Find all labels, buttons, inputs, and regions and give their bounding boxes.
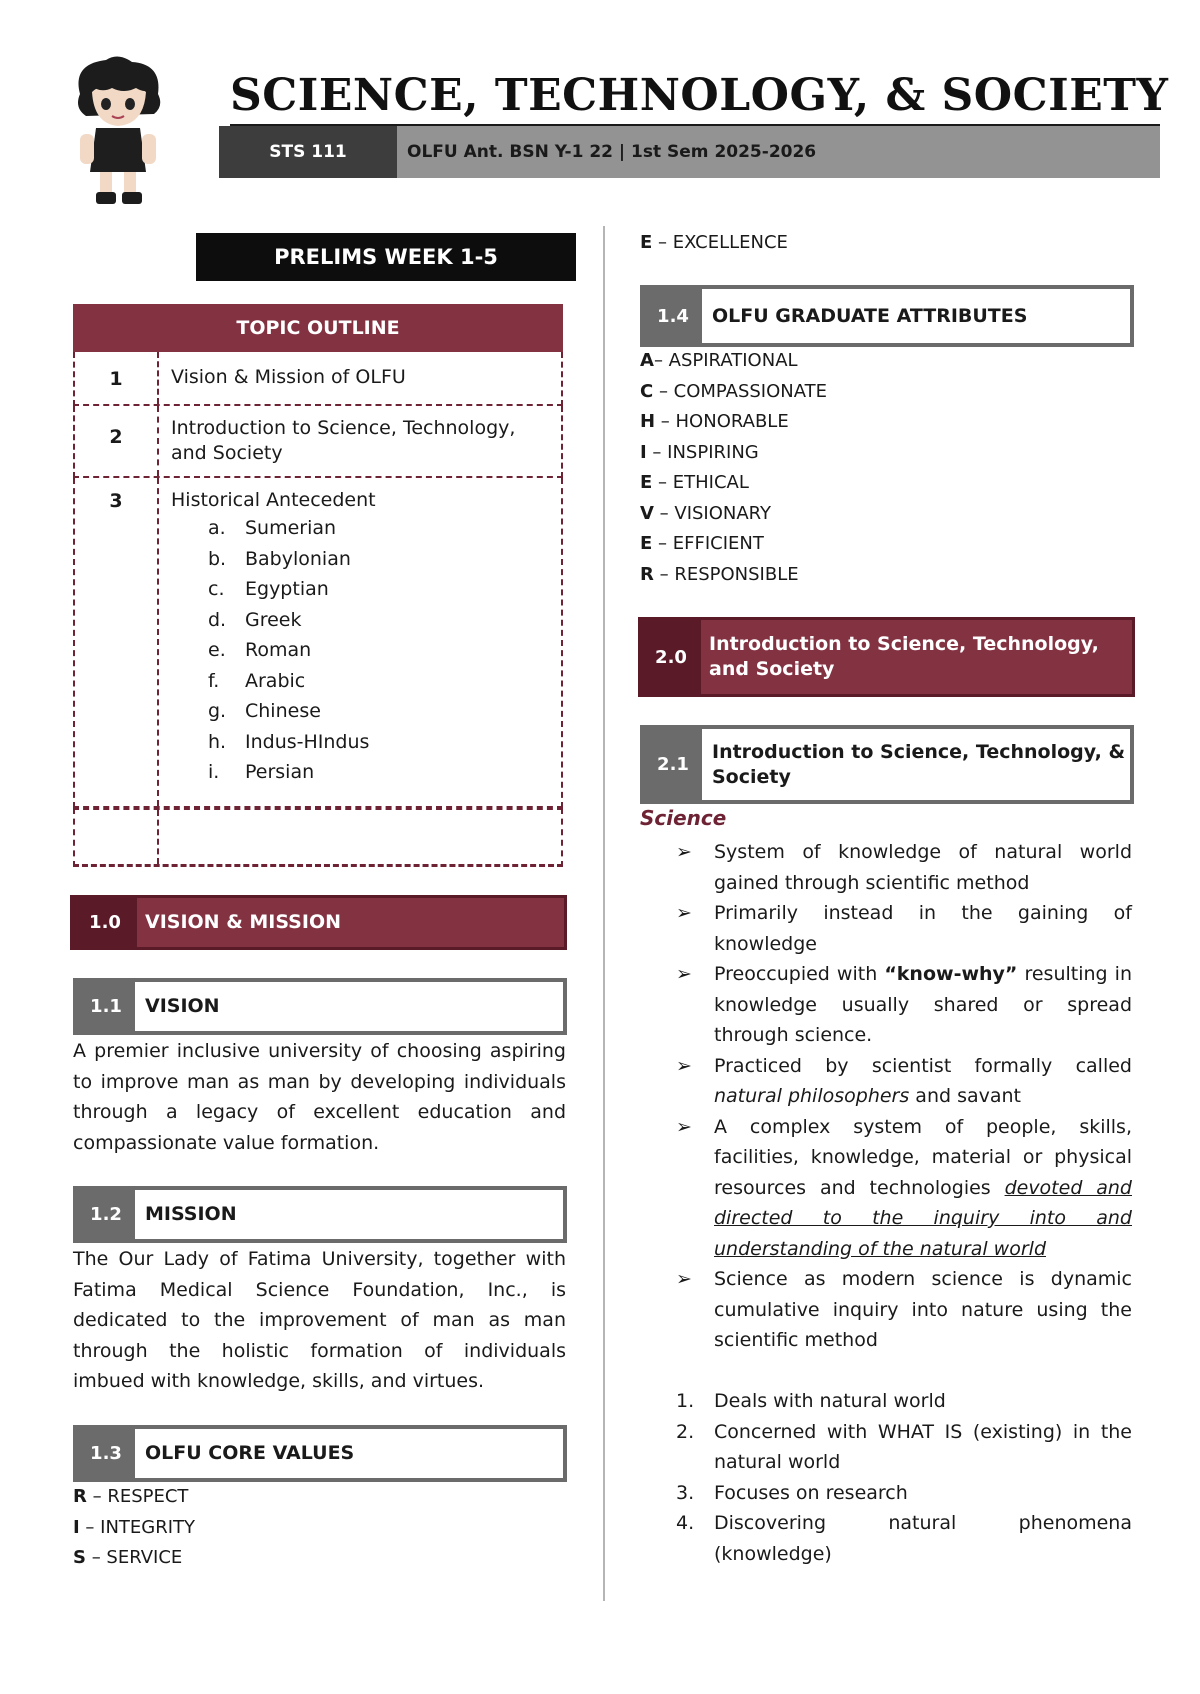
list-item: c. Egyptian — [208, 578, 329, 600]
section-label: Introduction to Science, Technology, and Society — [709, 633, 1099, 680]
vision-text: A premier inclusive university of choosing aspiring to improve man as man by developing individuals through a legacy of excellent education and compassionate value formation. — [73, 1040, 566, 1154]
list-item: f. Arabic — [208, 669, 306, 692]
list-item: d. Greek — [208, 608, 302, 631]
arrow-bullet-icon: ➢ — [676, 902, 692, 924]
section-number: 1.2 — [77, 1190, 135, 1239]
outline-row — [73, 478, 563, 808]
topic-outline-heading: TOPIC OUTLINE — [73, 304, 563, 352]
list-item: e. Roman — [208, 639, 312, 661]
list-item: ➢ Science as modern science is dynamic cumulative inquiry into nature using the scientific method — [676, 1264, 1132, 1356]
outline-row — [73, 352, 563, 406]
list-item: 2. Concerned with WHAT IS (existing) in the natural world — [676, 1420, 1132, 1473]
arrow-bullet-icon: ➢ — [676, 1115, 692, 1138]
section-number: 1.1 — [77, 982, 135, 1031]
course-bar — [219, 126, 1160, 178]
list-item: 3. Focuses on research — [676, 1481, 908, 1504]
list-item: 4. Discovering natural phenomena (knowledge) — [676, 1512, 1132, 1565]
document-title: SCIENCE, TECHNOLOGY, & SOCIETY — [230, 70, 1169, 121]
list-item: H – HONORABLE — [640, 411, 789, 432]
section-header-1-1 — [73, 978, 567, 1035]
section-label: OLFU CORE VALUES — [145, 1442, 355, 1464]
outline-row-empty — [73, 808, 563, 867]
list-item: ➢ Primarily instead in the gaining of knowledge — [676, 898, 1132, 959]
list-item: E – EFFICIENT — [640, 533, 764, 554]
section-header-1-3 — [73, 1425, 567, 1482]
outline-row — [73, 406, 563, 478]
section-header-1-0 — [70, 895, 567, 950]
outline-row-text: Introduction to Science, Technology, and Society — [171, 417, 516, 464]
list-item: ➢ System of knowledge of natural world gained through scientific method — [676, 837, 1132, 898]
science-numbered-list — [676, 1386, 1132, 1569]
arrow-bullet-icon: ➢ — [676, 963, 692, 985]
list-item: b. Babylonian — [208, 547, 351, 570]
list-item: E – EXCELLENCE — [640, 232, 788, 253]
list-item: ➢ A complex system of people, skills, facilities, knowledge, material or physical resources and technologies devoted and directed to the inquiry into and understanding of the natural world — [676, 1112, 1132, 1265]
arrow-bullet-icon: ➢ — [676, 841, 692, 863]
column-divider — [603, 226, 605, 1601]
topic-outline-table — [73, 304, 563, 867]
list-item: h. Indus-HIndus — [208, 730, 370, 753]
list-item: i. Persian — [208, 761, 315, 783]
list-item: C – COMPASSIONATE — [640, 380, 828, 402]
section-number: 1.3 — [77, 1429, 135, 1478]
list-item: 1. Deals with natural world — [676, 1390, 946, 1412]
section-header-2-0 — [638, 617, 1135, 697]
outline-row-text: Historical Antecedent — [171, 489, 376, 511]
arrow-bullet-icon: ➢ — [676, 1268, 692, 1290]
list-item: ➢ Practiced by scientist formally called natural philosophers and savant — [676, 1051, 1132, 1112]
section-label: VISION — [145, 995, 220, 1017]
section-label: MISSION — [145, 1203, 237, 1225]
science-bullet-list — [676, 837, 1132, 1356]
graduate-attributes-list — [640, 346, 827, 590]
outline-row-text: Vision & Mission of OLFU — [171, 366, 406, 388]
section-header-1-2 — [73, 1186, 567, 1243]
list-item: E – ETHICAL — [640, 472, 749, 493]
course-info: OLFU Ant. BSN Y-1 22 | 1st Sem 2025-2026 — [397, 126, 1160, 178]
outline-row-number: 1 — [75, 352, 159, 404]
section-header-1-4 — [640, 285, 1134, 347]
list-item: I – INTEGRITY — [73, 1516, 196, 1538]
list-item: R – RESPONSIBLE — [640, 563, 799, 585]
arrow-bullet-icon: ➢ — [676, 1054, 692, 1077]
historical-antecedent-list — [171, 513, 549, 788]
list-item: R – RESPECT — [73, 1486, 189, 1507]
list-item: g. Chinese — [208, 700, 321, 722]
list-item: ➢ Preoccupied with “know-why” resulting in knowledge usually shared or spread through science. — [676, 959, 1132, 1051]
list-item: a. Sumerian — [208, 517, 337, 539]
mission-text: The Our Lady of Fatima University, together with Fatima Medical Science Foundation, Inc., is dedicated to the improvement of man as man through the holistic formation of individuals imbued with knowledge, skills, and virtues. — [73, 1248, 566, 1392]
outline-row-number: 3 — [75, 478, 159, 806]
core-values-list-continued — [640, 228, 788, 259]
list-item: S – SERVICE — [73, 1547, 183, 1568]
section-label: Introduction to Science, Technology, & Society — [712, 740, 1126, 788]
course-code: STS 111 — [219, 126, 397, 178]
list-item: A– ASPIRATIONAL — [640, 350, 798, 371]
science-heading: Science — [640, 806, 727, 830]
section-number: 1.0 — [73, 898, 137, 947]
outline-row-number-empty — [75, 810, 159, 864]
section-label: OLFU GRADUATE ATTRIBUTES — [712, 304, 1028, 327]
list-item: I – INSPIRING — [640, 441, 759, 463]
section-number: 2.0 — [641, 620, 701, 694]
core-values-list — [73, 1482, 195, 1574]
section-number: 1.4 — [644, 289, 702, 343]
outline-row-number: 2 — [75, 406, 159, 476]
section-header-2-1 — [640, 725, 1134, 804]
section-number: 2.1 — [644, 729, 702, 800]
mascot-illustration — [66, 54, 170, 206]
section-label: VISION & MISSION — [145, 911, 341, 933]
prelims-label: PRELIMS WEEK 1-5 — [196, 233, 576, 281]
list-item: V – VISIONARY — [640, 502, 772, 524]
